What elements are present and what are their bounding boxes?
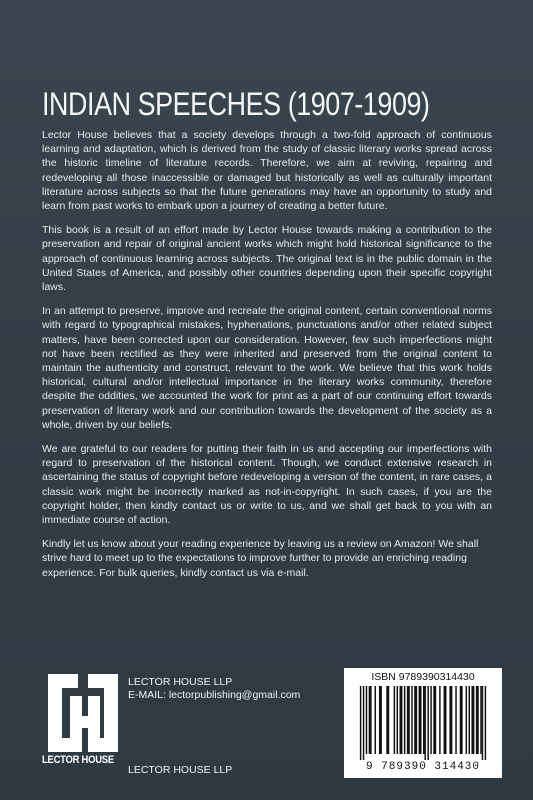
barcode-bar	[375, 686, 376, 754]
barcode-bar	[363, 686, 364, 760]
paragraph-about-book: This book is a result of an effort made by Lector House towards making a contribution to the preservation and repair of original ancient works which might hold historical significance to the approach of continuous learning across subjects. The original text is in the public domain in the United States of America, and possibly other countries depending upon their specific copyright laws.	[42, 224, 492, 294]
barcode-bars	[354, 686, 492, 760]
book-title: INDIAN SPEECHES (1907-1909)	[42, 86, 430, 122]
publisher-email: E-MAIL: lectorpublishing@gmail.com	[128, 689, 301, 701]
logo-wordmark: LECTOR HOUSE	[42, 754, 114, 766]
lector-house-logo-icon	[48, 674, 118, 752]
barcode-bar	[466, 686, 467, 754]
barcode-bar	[419, 686, 422, 754]
cover-text	[42, 128, 492, 590]
barcode-bar	[400, 686, 403, 754]
barcode-bar	[430, 686, 431, 754]
barcode-bar	[476, 686, 479, 754]
paragraph-copyright: We are grateful to our readers for putting their faith in us and accepting our imperfections with regard to preservation of the historical content. Though, we conduct extensive research in ascertaining the status of copyright before redeveloping a version of the content, in rare cases, a classic work might be incorrectly marked as not-in-copyright. In such cases, if you are the copyright holder, then kindly contact us or write to us, and we shall get back to you with an immediate course of action.	[42, 443, 492, 527]
barcode-bar	[460, 686, 463, 754]
barcode-bar	[469, 686, 470, 754]
barcode-bar	[414, 686, 417, 754]
barcode-bar	[360, 686, 361, 760]
barcode-bar	[449, 686, 452, 754]
barcode-bar	[444, 686, 447, 754]
barcode-bar	[471, 686, 474, 754]
paragraph-about-lector-house: Lector House believes that a society develops through a two-fold approach of continuous learning and adaptation, which is derived from the study of classic literary works spread across the historic timeline of literature records. Therefore, we aim at reviving, repairing and redeveloping all those inaccessible or damaged but historically as well as culturally important literature across subjects so that the future generations may have an opportunity to study and learn from past works to embark upon a journey of creating a better future.	[42, 129, 492, 213]
barcode-bar	[423, 686, 424, 754]
barcode-bar	[397, 686, 398, 754]
barcode-bar	[439, 686, 440, 754]
barcode-bar	[482, 686, 483, 760]
paragraph-preservation: In an attempt to preserve, improve and recreate the original content, certain conventional norms with regard to typographical mistakes, hyphenations, punctuations and/or other related subject matters, have been corrected upon our consideration. However, few such imperfections might not have been rectified as they were inherited and preserved from the original content to maintain the authenticity and construct, relevant to the work. We believe that this work holds historical, cultural and/or intellectual importance in the literary works community, therefore despite the oddities, we accounted the work for print as a part of our continuing effort towards preservation of literary work and our contribution towards the development of the society as a whole, driven by our beliefs.	[42, 305, 492, 431]
barcode-bar	[424, 686, 425, 760]
barcode-bar	[379, 686, 382, 754]
publisher-logo	[42, 674, 124, 774]
barcode-bar	[404, 686, 405, 754]
barcode-bar	[411, 686, 412, 754]
barcode-bar	[433, 686, 436, 754]
barcode-digits: 9 789390 314430	[365, 761, 481, 773]
paragraph-review-request: Kindly let us know about your reading experience by leaving us a review on Amazon! We shall strive hard to meet up to the expectations to improve further to provide an enriching reading experience. For bulk queries, kindly contact us via e-mail.	[42, 538, 479, 579]
publisher-info	[128, 676, 300, 702]
isbn-label: ISBN 9789390314430	[371, 671, 475, 683]
barcode-bar	[366, 686, 367, 754]
barcode-bar	[394, 686, 395, 754]
barcode-bar	[485, 686, 486, 760]
barcode-box	[344, 668, 502, 778]
barcode-bar	[455, 686, 456, 754]
publisher-name: LECTOR HOUSE LLP	[128, 676, 233, 688]
barcode-bar	[386, 686, 389, 754]
barcode-bar	[427, 686, 428, 760]
barcode-bar	[369, 686, 372, 754]
barcode-bar	[407, 686, 410, 754]
barcode-bar	[480, 686, 481, 754]
publisher-footer-name: LECTOR HOUSE LLP	[128, 764, 233, 776]
